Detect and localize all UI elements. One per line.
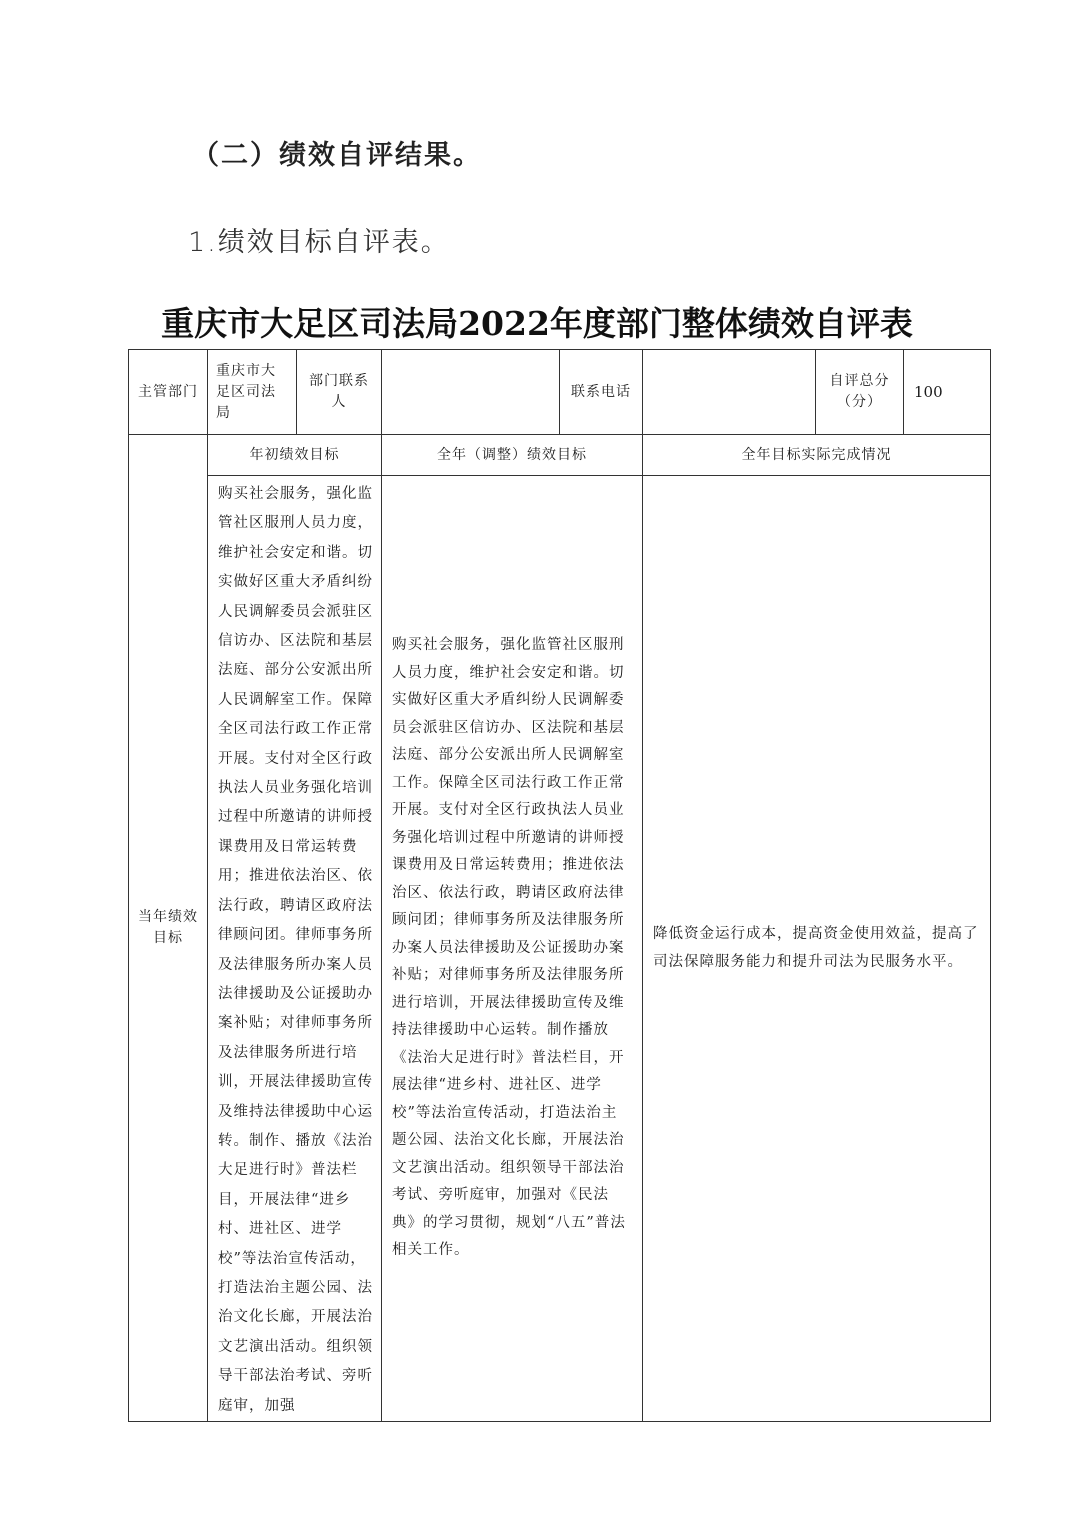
annual-goal-label: 当年绩效目标	[129, 435, 208, 1422]
actual-completion-header: 全年目标实际完成情况	[643, 435, 991, 476]
dept-label: 主管部门	[129, 350, 208, 435]
initial-goal-text: 购买社会服务，强化监管社区服刑人员力度，维护社会安定和谐。切实做好区重大矛盾纠纷人民调解委员会派驻区信访办、区法院和基层法庭、部分公安派出所人民调解室工作。保障全区司法行政工作正常开展。支付对全区行政执法人员业务强化培训过程中所邀请的讲师授课费用及日常运转费用；推进依法治区、依法行政，聘请区政府法律顾问团。律师事务所及法律服务所办案人员法律援助及公证援助办案补贴；对律师事务所及法律服务所进行培训，开展法律援助宣传及维持法律援助中心运转。制作、播放《法治大足进行时》普法栏目，开展法律“进乡村、进社区、进学校”等法治宣传活动，打造法治主题公园、法治文化长廊，开展法治文艺演出活动。组织领导干部法治考试、旁听庭审，加强	[208, 476, 382, 1422]
self-evaluation-table	[128, 349, 991, 1422]
section-heading: （二）绩效自评结果。	[192, 140, 482, 171]
score-value: 100	[904, 350, 991, 435]
table-row-goals	[129, 476, 991, 1422]
subsection-heading: 1.绩效目标自评表。	[188, 227, 450, 258]
initial-goal-header: 年初绩效目标	[208, 435, 382, 476]
score-label: 自评总分（分）	[816, 350, 904, 435]
contact-label: 部门联系人	[297, 350, 382, 435]
table-title: 重庆市大足区司法局2022年度部门整体绩效自评表	[161, 304, 913, 343]
table-row-header-info	[129, 350, 991, 435]
phone-label: 联系电话	[560, 350, 643, 435]
adjusted-goal-header: 全年（调整）绩效目标	[382, 435, 643, 476]
actual-completion-text: 降低资金运行成本，提高资金使用效益，提高了司法保障服务能力和提升司法为民服务水平。	[643, 476, 991, 1422]
table-row-column-headers	[129, 435, 991, 476]
adjusted-goal-text: 购买社会服务，强化监管社区服刑人员力度，维护社会安定和谐。切实做好区重大矛盾纠纷人民调解委员会派驻区信访办、区法院和基层法庭、部分公安派出所人民调解室工作。保障全区司法行政工作正常开展。支付对全区行政执法人员业务强化培训过程中所邀请的讲师授课费用及日常运转费用；推进依法治区、依法行政，聘请区政府法律顾问团；律师事务所及法律服务所办案人员法律援助及公证援助办案补贴；对律师事务所及法律服务所进行培训，开展法律援助宣传及维持法律援助中心运转。制作播放《法治大足进行时》普法栏目，开展法律“进乡村、进社区、进学校”等法治宣传活动，打造法治主题公园、法治文化长廊，开展法治文艺演出活动。组织领导干部法治考试、旁听庭审，加强对《民法典》的学习贯彻，规划“八五”普法相关工作。	[382, 476, 643, 1422]
contact-value	[382, 350, 560, 435]
phone-value	[643, 350, 816, 435]
dept-value: 重庆市大足区司法局	[208, 350, 297, 435]
